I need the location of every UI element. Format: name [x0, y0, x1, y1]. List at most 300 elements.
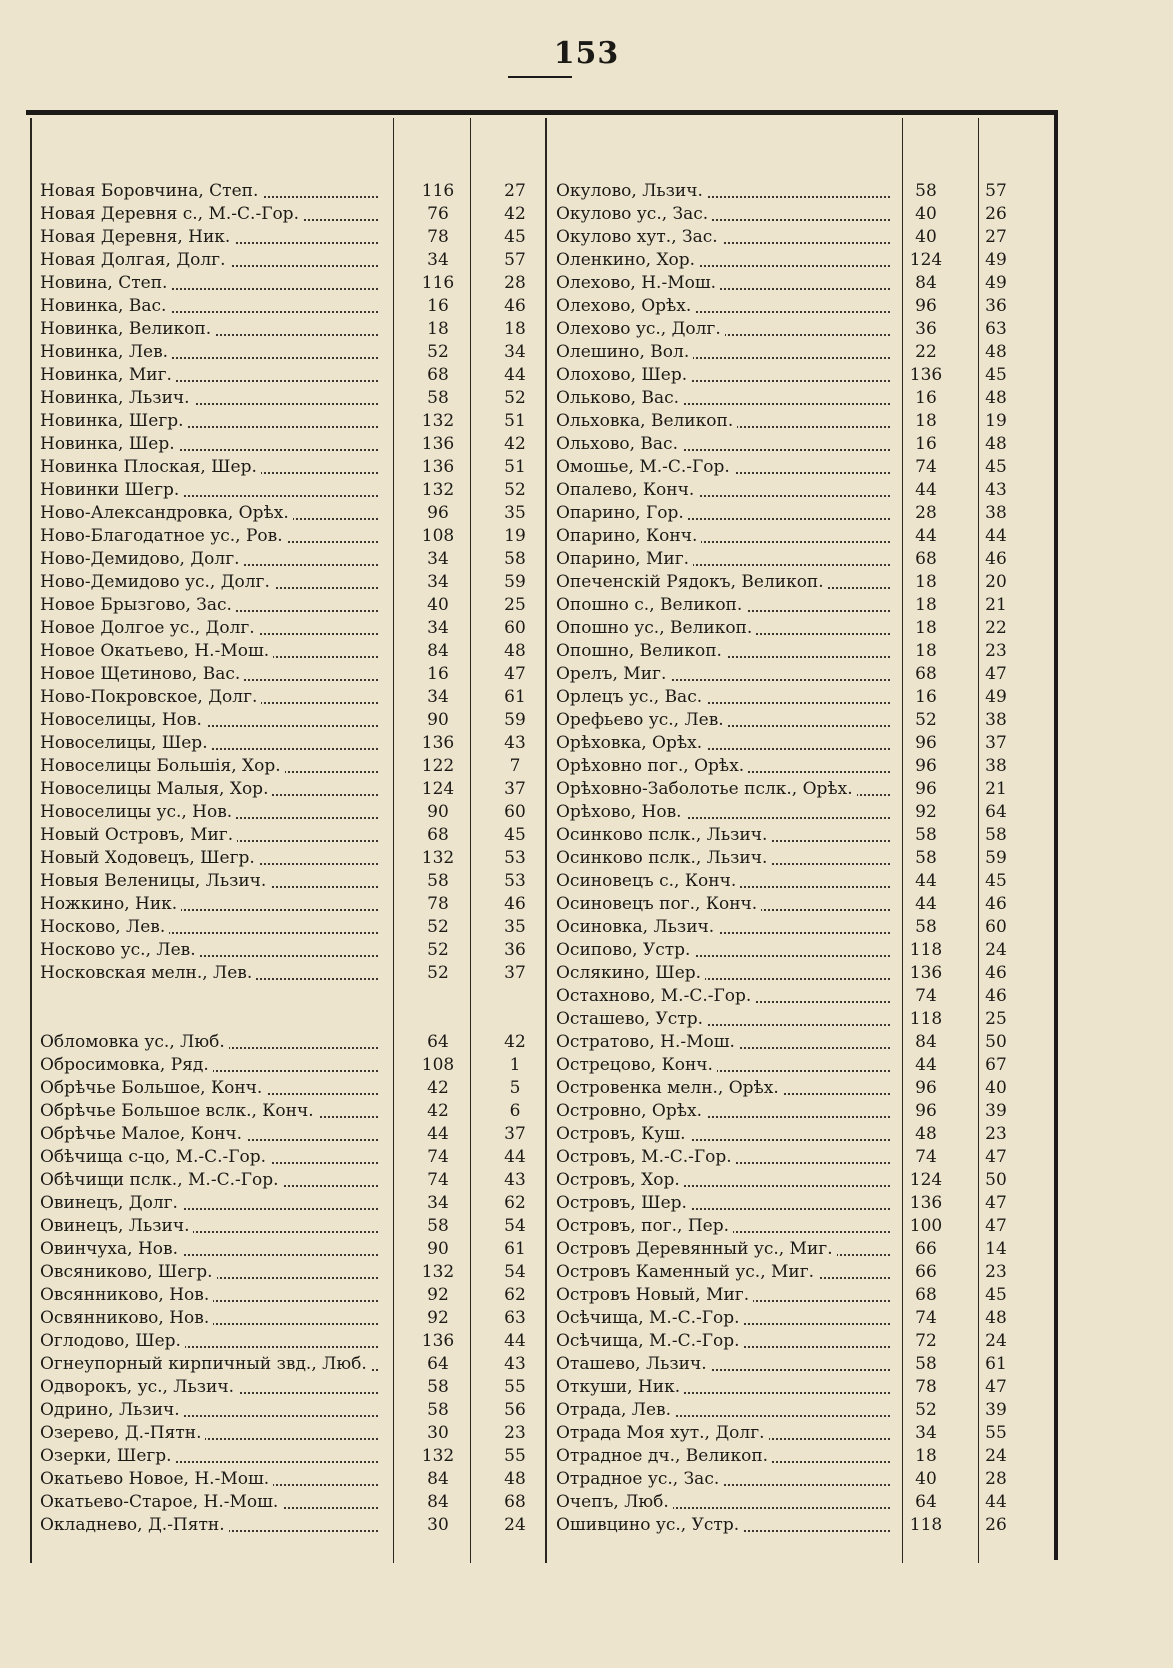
index-entry: [556, 663, 1026, 686]
entry-name-cell: [40, 663, 382, 686]
entry-name: Отрадное ус., Зас.: [556, 1469, 723, 1489]
entry-name: Опарино, Гор.: [556, 503, 688, 523]
index-entry: [556, 1031, 1026, 1054]
entry-name-cell: [40, 571, 382, 594]
entry-page-number: 76: [427, 204, 449, 224]
entry-name: Новоселицы, Шер.: [40, 733, 212, 753]
entry-name: Окладнево, Д.-Пятн.: [40, 1515, 229, 1535]
entry-item-number: 18: [504, 319, 526, 339]
index-entry: [556, 824, 1026, 847]
entry-name-cell: [556, 1514, 894, 1537]
entry-name-cell: [556, 778, 894, 801]
entry-name-cell: [40, 272, 382, 295]
entry-name-cell: [40, 525, 382, 548]
entry-page-number: 74: [427, 1170, 449, 1190]
index-entry: [40, 686, 540, 709]
index-entry: [40, 617, 540, 640]
index-entry: [40, 663, 540, 686]
entry-name: Ослякино, Шер.: [556, 963, 705, 983]
entry-name: Новинка, Шер.: [40, 434, 179, 454]
entry-name: Орлецъ ус., Вас.: [556, 687, 706, 707]
entry-item-number: 55: [504, 1446, 526, 1466]
entry-item-number: 57: [985, 181, 1007, 201]
entry-item-number: 47: [985, 664, 1007, 684]
entry-name: Новое Окатьево, Н.-Мош.: [40, 641, 273, 661]
entry-page-number: 92: [915, 802, 937, 822]
entry-page-number: 18: [427, 319, 449, 339]
entry-page-number: 34: [427, 549, 449, 569]
entry-page-number: 58: [427, 1400, 449, 1420]
entry-name-cell: [40, 1491, 382, 1514]
index-entry: [40, 1422, 540, 1445]
entry-name-cell: [556, 1422, 894, 1445]
entry-name: Орѣхово, Нов.: [556, 802, 686, 822]
entry-page-number: 124: [909, 1170, 943, 1190]
entry-page-number: 36: [915, 319, 937, 339]
entry-name-cell: [40, 1077, 382, 1100]
entry-item-number: 39: [985, 1101, 1007, 1121]
entry-name-cell: [40, 1123, 382, 1146]
entry-name: Новинка, Льзич.: [40, 388, 194, 408]
entry-name: Окулово ус., Зас.: [556, 204, 712, 224]
entry-item-number: 68: [504, 1492, 526, 1512]
entry-name: Отрада Моя хут., Долг.: [556, 1423, 769, 1443]
entry-name: Окатьево Новое, Н.-Мош.: [40, 1469, 273, 1489]
index-entry: [40, 732, 540, 755]
entry-name: Очепъ, Люб.: [556, 1492, 673, 1512]
index-entry: [40, 203, 540, 226]
index-entry: [40, 1100, 540, 1123]
entry-page-number: 58: [915, 181, 937, 201]
entry-page-number: 118: [909, 1009, 943, 1029]
entry-item-number: 47: [985, 1377, 1007, 1397]
entry-name: Опарино, Миг.: [556, 549, 693, 569]
entry-item-number: 36: [985, 296, 1007, 316]
entry-page-number: 58: [427, 1377, 449, 1397]
entry-name: Новое Щетиново, Вас.: [40, 664, 244, 684]
index-entry: [40, 1307, 540, 1330]
entry-page-number: 124: [909, 250, 943, 270]
entry-page-number: 44: [915, 1055, 937, 1075]
entry-name: Остратово, Н.-Мош.: [556, 1032, 739, 1052]
entry-page-number: 74: [915, 986, 937, 1006]
entry-page-number: 40: [915, 204, 937, 224]
index-entry: [40, 847, 540, 870]
entry-item-number: 25: [985, 1009, 1007, 1029]
index-entry: [40, 778, 540, 801]
entry-name-cell: [40, 226, 382, 249]
entry-page-number: 52: [427, 342, 449, 362]
entry-name: Новый Островъ, Миг.: [40, 825, 237, 845]
entry-page-number: 74: [915, 457, 937, 477]
entry-item-number: 61: [985, 1354, 1007, 1374]
index-entry: [40, 272, 540, 295]
index-entry: [556, 410, 1026, 433]
entry-page-number: 96: [915, 1101, 937, 1121]
entry-name-cell: [40, 686, 382, 709]
index-entry: [556, 249, 1026, 272]
entry-item-number: 59: [504, 710, 526, 730]
entry-name-cell: [556, 1330, 894, 1353]
entry-name: Новинка, Миг.: [40, 365, 176, 385]
entry-item-number: 49: [985, 687, 1007, 707]
entry-name-cell: [556, 295, 894, 318]
entry-name-cell: [556, 364, 894, 387]
entry-page-number: 116: [421, 273, 455, 293]
entry-page-number: 118: [909, 1515, 943, 1535]
entry-name: Новая Деревня, Ник.: [40, 227, 234, 247]
entry-name-cell: [556, 548, 894, 571]
entry-page-number: 58: [427, 388, 449, 408]
entry-item-number: 44: [504, 365, 526, 385]
entry-page-number: 44: [915, 894, 937, 914]
entry-item-number: 23: [985, 641, 1007, 661]
entry-item-number: 52: [504, 480, 526, 500]
entry-item-number: 21: [985, 595, 1007, 615]
entry-name: Ново-Александровка, Орѣх.: [40, 503, 293, 523]
entry-name-cell: [40, 594, 382, 617]
entry-item-number: 5: [509, 1078, 521, 1098]
index-entry: [40, 1008, 540, 1031]
index-entry: [556, 962, 1026, 985]
entry-name-cell: [556, 410, 894, 433]
entry-page-number: 64: [427, 1032, 449, 1052]
entry-item-number: 45: [985, 365, 1007, 385]
entry-name: Носково, Лев.: [40, 917, 169, 937]
entry-name: Острецово, Конч.: [556, 1055, 717, 1075]
entry-page-number: 132: [421, 848, 455, 868]
entry-name-cell: [40, 1284, 382, 1307]
entry-name-cell: [556, 456, 894, 479]
entry-name-cell: [556, 870, 894, 893]
entry-name-cell: [556, 801, 894, 824]
entry-page-number: 96: [915, 756, 937, 776]
entry-name-cell: [40, 456, 382, 479]
entry-name-cell: [40, 847, 382, 870]
index-entry: [556, 456, 1026, 479]
entry-name-cell: [556, 180, 894, 203]
entry-name-cell: [40, 180, 382, 203]
entry-name-cell: [40, 1353, 382, 1376]
entry-item-number: 59: [985, 848, 1007, 868]
entry-item-number: 28: [504, 273, 526, 293]
top-rule: [26, 110, 1058, 115]
entry-page-number: 96: [915, 733, 937, 753]
entry-name-cell: [556, 203, 894, 226]
entry-page-number: 96: [915, 1078, 937, 1098]
index-entry: [40, 502, 540, 525]
index-entry: [40, 525, 540, 548]
entry-item-number: 24: [985, 1331, 1007, 1351]
entry-name: Островъ, М.-С.-Гор.: [556, 1147, 736, 1167]
index-entry: [40, 640, 540, 663]
entry-item-number: 22: [985, 618, 1007, 638]
entry-name-cell: [40, 893, 382, 916]
entry-page-number: 18: [915, 411, 937, 431]
entry-item-number: 46: [985, 986, 1007, 1006]
entry-name-cell: [556, 1376, 894, 1399]
entry-item-number: 48: [504, 641, 526, 661]
index-entry: [40, 1261, 540, 1284]
entry-item-number: 45: [985, 1285, 1007, 1305]
entry-name-cell: [556, 640, 894, 663]
index-entry: [40, 387, 540, 410]
entry-name: Новинки Шегр.: [40, 480, 183, 500]
index-entry: [556, 778, 1026, 801]
entry-name-cell: [556, 1169, 894, 1192]
index-entry: [556, 1307, 1026, 1330]
index-entry: [40, 341, 540, 364]
index-entry: [556, 985, 1026, 1008]
entry-item-number: 58: [504, 549, 526, 569]
entry-name-cell: [556, 1146, 894, 1169]
entry-item-number: 62: [504, 1193, 526, 1213]
index-entry: [556, 1215, 1026, 1238]
index-entry: [556, 1169, 1026, 1192]
entry-name-cell: [40, 962, 382, 985]
entry-name: Новая Боровчина, Степ.: [40, 181, 262, 201]
index-entry: [40, 962, 540, 985]
index-entry: [556, 1008, 1026, 1031]
entry-name-cell: [556, 272, 894, 295]
entry-name: Ново-Благодатное ус., Ров.: [40, 526, 287, 546]
entry-name-cell: [556, 985, 894, 1008]
entry-name: Огнеупорный кирпичный звд., Люб.: [40, 1354, 371, 1374]
entry-page-number: 64: [915, 1492, 937, 1512]
entry-item-number: 37: [504, 779, 526, 799]
entry-page-number: 58: [427, 871, 449, 891]
entry-name: Орефьево ус., Лев.: [556, 710, 728, 730]
entry-name-cell: [556, 1100, 894, 1123]
entry-item-number: 24: [985, 940, 1007, 960]
index-entry: [556, 1514, 1026, 1537]
entry-page-number: 44: [915, 480, 937, 500]
entry-name: Новинка, Вас.: [40, 296, 170, 316]
index-entry: [556, 387, 1026, 410]
entry-name: Окулово, Льзич.: [556, 181, 707, 201]
entry-name-cell: [40, 1330, 382, 1353]
entry-name: Осинково пслк., Льзич.: [556, 848, 771, 868]
index-entry: [40, 1192, 540, 1215]
entry-item-number: 45: [985, 871, 1007, 891]
index-entry: [40, 824, 540, 847]
entry-item-number: 46: [985, 963, 1007, 983]
entry-item-number: 62: [504, 1285, 526, 1305]
index-entry: [556, 939, 1026, 962]
entry-page-number: 22: [915, 342, 937, 362]
entry-name: Олехово, Н.-Мош.: [556, 273, 720, 293]
index-entry: [40, 410, 540, 433]
entry-name-cell: [556, 1491, 894, 1514]
entry-page-number: 52: [427, 940, 449, 960]
entry-item-number: 63: [985, 319, 1007, 339]
entry-name-cell: [40, 318, 382, 341]
index-entry: [556, 571, 1026, 594]
entry-item-number: 47: [985, 1147, 1007, 1167]
entry-page-number: 84: [427, 1469, 449, 1489]
entry-name: Новинка, Лев.: [40, 342, 172, 362]
entry-name: Олохово, Шер.: [556, 365, 691, 385]
entry-page-number: 100: [909, 1216, 943, 1236]
index-entry: [556, 226, 1026, 249]
entry-item-number: 26: [985, 1515, 1007, 1535]
entry-item-number: 60: [504, 802, 526, 822]
index-entry: [556, 341, 1026, 364]
entry-item-number: 51: [504, 411, 526, 431]
index-entry: [40, 433, 540, 456]
entry-name: Островъ, пог., Пер.: [556, 1216, 733, 1236]
index-entry: [556, 1146, 1026, 1169]
entry-name: Опалево, Конч.: [556, 480, 698, 500]
entry-item-number: 51: [504, 457, 526, 477]
entry-name: Оленкино, Хор.: [556, 250, 699, 270]
index-entry: [40, 1491, 540, 1514]
entry-name: Новоселицы Большія, Хор.: [40, 756, 285, 776]
entry-name: Островенка мелн., Орѣх.: [556, 1078, 783, 1098]
index-entry: [40, 1169, 540, 1192]
entry-page-number: 96: [915, 779, 937, 799]
index-entry: [556, 479, 1026, 502]
index-entry: [556, 893, 1026, 916]
entry-name-cell: [556, 663, 894, 686]
entry-name: Островъ Деревянный ус., Миг.: [556, 1239, 837, 1259]
entry-name-cell: [40, 1100, 382, 1123]
entry-page-number: 92: [427, 1285, 449, 1305]
entry-item-number: 47: [985, 1193, 1007, 1213]
entry-item-number: 44: [504, 1147, 526, 1167]
entry-name: Островъ, Шер.: [556, 1193, 691, 1213]
entry-item-number: 37: [985, 733, 1007, 753]
entry-name-cell: [556, 1123, 894, 1146]
entry-page-number: 40: [915, 1469, 937, 1489]
index-entry: [40, 939, 540, 962]
entry-item-number: 27: [985, 227, 1007, 247]
entry-page-number: 108: [421, 1055, 455, 1075]
entry-page-number: 136: [909, 1193, 943, 1213]
entry-page-number: 18: [915, 641, 937, 661]
index-entry: [40, 801, 540, 824]
index-entry: [556, 916, 1026, 939]
entry-name: Новина, Степ.: [40, 273, 171, 293]
entry-name-cell: [556, 1307, 894, 1330]
index-entry: [556, 1100, 1026, 1123]
entry-item-number: 46: [504, 894, 526, 914]
entry-name: Новинка, Шегр.: [40, 411, 188, 431]
entry-name-cell: [40, 479, 382, 502]
entry-name: Ново-Демидово, Долг.: [40, 549, 244, 569]
entry-name-cell: [556, 1284, 894, 1307]
entry-item-number: 59: [504, 572, 526, 592]
entry-name-cell: [40, 249, 382, 272]
entry-item-number: 20: [985, 572, 1007, 592]
entry-name-cell: [556, 1238, 894, 1261]
entry-item-number: 44: [985, 526, 1007, 546]
entry-page-number: 132: [421, 1446, 455, 1466]
entry-item-number: 28: [985, 1469, 1007, 1489]
entry-item-number: 50: [985, 1032, 1007, 1052]
entry-name-cell: [556, 525, 894, 548]
entry-item-number: 45: [504, 825, 526, 845]
entry-item-number: 56: [504, 1400, 526, 1420]
entry-item-number: 60: [985, 917, 1007, 937]
entry-name-cell: [556, 1353, 894, 1376]
entry-page-number: 34: [427, 1193, 449, 1213]
entry-name-cell: [556, 387, 894, 410]
entry-name: Новое Брызгово, Зас.: [40, 595, 236, 615]
index-entry: [556, 1284, 1026, 1307]
index-entry: [40, 594, 540, 617]
entry-page-number: 84: [915, 273, 937, 293]
entry-item-number: 64: [985, 802, 1007, 822]
entry-page-number: 58: [427, 1216, 449, 1236]
entry-item-number: 27: [504, 181, 526, 201]
index-entry: [556, 1054, 1026, 1077]
entry-name-cell: [40, 801, 382, 824]
entry-item-number: 53: [504, 871, 526, 891]
entry-item-number: 19: [504, 526, 526, 546]
entry-page-number: 78: [915, 1377, 937, 1397]
entry-page-number: 42: [427, 1101, 449, 1121]
entry-item-number: 54: [504, 1216, 526, 1236]
entry-name-cell: [556, 1261, 894, 1284]
entry-page-number: 132: [421, 411, 455, 431]
entry-name: Новое Долгое ус., Долг.: [40, 618, 259, 638]
entry-name-cell: [556, 916, 894, 939]
entry-name-cell: [40, 1307, 382, 1330]
index-entry: [40, 249, 540, 272]
entry-page-number: 28: [915, 503, 937, 523]
index-entry: [40, 1514, 540, 1537]
entry-name-cell: [40, 1008, 382, 1031]
index-entry: [40, 318, 540, 341]
entry-page-number: 34: [427, 250, 449, 270]
entry-name: Обрѣчье Большое вслк., Конч.: [40, 1101, 318, 1121]
index-entry: [40, 1330, 540, 1353]
entry-name: Орѣховно-Заболотье пслк., Орѣх.: [556, 779, 857, 799]
entry-name-cell: [40, 1169, 382, 1192]
entry-page-number: 136: [421, 457, 455, 477]
entry-name: Ново-Покровское, Долг.: [40, 687, 261, 707]
entry-name-cell: [556, 318, 894, 341]
entry-page-number: 16: [915, 434, 937, 454]
index-entry: [556, 1422, 1026, 1445]
entry-name: Ножкино, Ник.: [40, 894, 181, 914]
entry-item-number: 42: [504, 1032, 526, 1052]
entry-name: Новая Деревня с., М.-С.-Гор.: [40, 204, 303, 224]
entry-item-number: 46: [504, 296, 526, 316]
column-divider-left-edge: [30, 118, 32, 1563]
entry-name: Остахново, М.-С.-Гор.: [556, 986, 755, 1006]
entry-name-cell: [40, 410, 382, 433]
entry-item-number: 43: [985, 480, 1007, 500]
entry-name: Новоселицы Малыя, Хор.: [40, 779, 272, 799]
page-number-underline: [508, 76, 572, 78]
entry-name-cell: [40, 1031, 382, 1054]
entry-name-cell: [556, 709, 894, 732]
entry-name-cell: [556, 226, 894, 249]
entry-name: Окулово хут., Зас.: [556, 227, 722, 247]
entry-name: Орѣховка, Орѣх.: [556, 733, 706, 753]
entry-item-number: 38: [985, 756, 1007, 776]
entry-name: Осиновецъ с., Конч.: [556, 871, 740, 891]
entry-item-number: 34: [504, 342, 526, 362]
entry-name-cell: [556, 939, 894, 962]
entry-item-number: 23: [985, 1124, 1007, 1144]
entry-page-number: 66: [915, 1239, 937, 1259]
left-index-column: [40, 180, 540, 1537]
index-entry: [556, 732, 1026, 755]
entry-name-cell: [40, 870, 382, 893]
